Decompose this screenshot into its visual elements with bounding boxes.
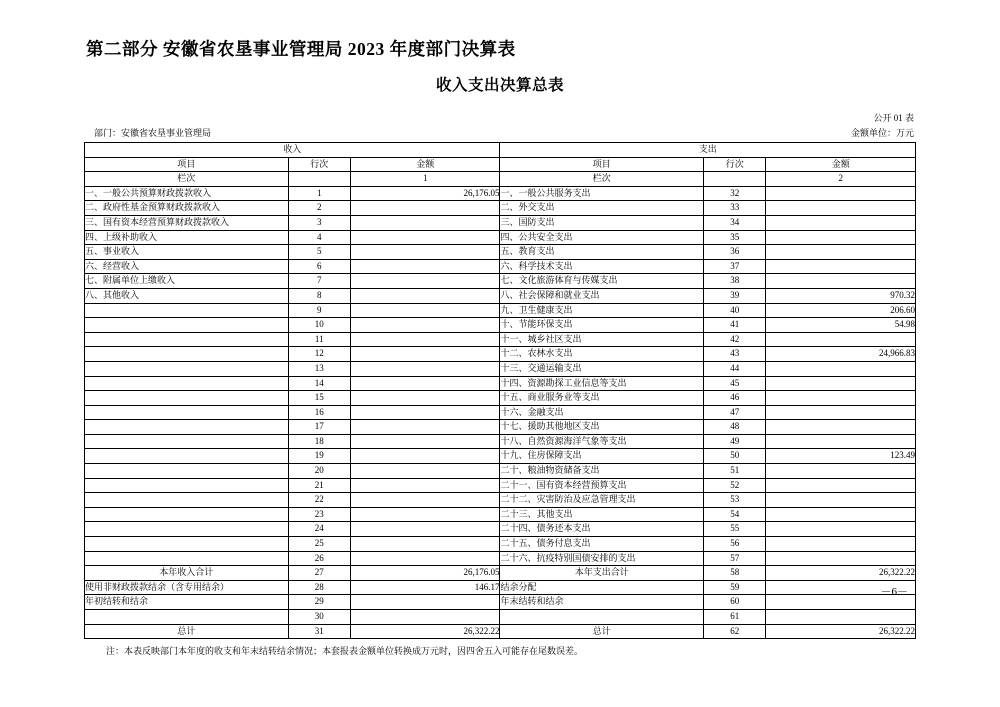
income-amount	[350, 201, 500, 216]
income-amount	[350, 332, 500, 347]
expenditure-item: 二十、粮油物资储备支出	[500, 464, 704, 479]
expenditure-amount: 970.32	[766, 288, 916, 303]
expenditure-row-no: 53	[704, 493, 766, 508]
income-summary-amount: 146.17	[350, 580, 500, 595]
income-row-no: 15	[288, 391, 350, 406]
income-item: 四、上级补助收入	[85, 230, 289, 245]
income-item	[85, 493, 289, 508]
expenditure-amount	[766, 522, 916, 537]
income-item: 八、其他收入	[85, 288, 289, 303]
expenditure-amount	[766, 391, 916, 406]
expenditure-item: 二十二、灾害防治及应急管理支出	[500, 493, 704, 508]
income-amount	[350, 361, 500, 376]
income-item	[85, 537, 289, 552]
expenditure-item: 九、卫生健康支出	[500, 303, 704, 318]
expenditure-amount	[766, 376, 916, 391]
expenditure-amount	[766, 507, 916, 522]
expenditure-row-no: 36	[704, 245, 766, 260]
column-index-label-income: 栏次	[85, 172, 289, 187]
table-row	[85, 420, 916, 435]
expenditure-amount	[766, 332, 916, 347]
table-row	[85, 493, 916, 508]
income-row-no: 16	[288, 405, 350, 420]
unit-note: 金额单位：万元	[850, 128, 914, 138]
expenditure-amount: 24,966.83	[766, 347, 916, 362]
table-summary-row	[85, 595, 916, 610]
public-code-line	[84, 111, 916, 124]
income-item	[85, 420, 289, 435]
expenditure-item: 七、文化旅游体育与传媒支出	[500, 274, 704, 289]
table-row	[85, 551, 916, 566]
expenditure-row-no: 37	[704, 259, 766, 274]
income-summary-item: 总计	[85, 624, 289, 639]
table-summary-row	[85, 580, 916, 595]
expenditure-summary-item: 本年支出合计	[500, 566, 704, 581]
table-row	[85, 215, 916, 230]
income-item	[85, 303, 289, 318]
table-row	[85, 361, 916, 376]
expenditure-row-no: 47	[704, 405, 766, 420]
income-item	[85, 434, 289, 449]
expenditure-item: 十二、农林水支出	[500, 347, 704, 362]
page-number: －6－	[880, 586, 908, 598]
expenditure-amount	[766, 551, 916, 566]
expenditure-row-no: 56	[704, 537, 766, 552]
income-summary-item: 年初结转和结余	[85, 595, 289, 610]
expenditure-amount	[766, 186, 916, 201]
income-row-no: 20	[288, 464, 350, 479]
group-header-expenditure: 支出	[500, 143, 916, 158]
expenditure-amount	[766, 201, 916, 216]
income-amount	[350, 537, 500, 552]
expenditure-item: 十三、交通运输支出	[500, 361, 704, 376]
expenditure-summary-amount	[766, 610, 916, 625]
income-row-no: 3	[288, 215, 350, 230]
table-summary-row	[85, 624, 916, 639]
meta-line	[84, 126, 916, 139]
income-item	[85, 507, 289, 522]
income-item	[85, 464, 289, 479]
expenditure-row-no: 44	[704, 361, 766, 376]
expenditure-amount	[766, 420, 916, 435]
income-amount	[350, 522, 500, 537]
expenditure-row-no: 57	[704, 551, 766, 566]
table-row	[85, 274, 916, 289]
income-item	[85, 522, 289, 537]
expenditure-item: 十五、商业服务业等支出	[500, 391, 704, 406]
table-row	[85, 288, 916, 303]
expenditure-item: 二、外交支出	[500, 201, 704, 216]
expenditure-summary-item: 总计	[500, 624, 704, 639]
expenditure-row-no: 40	[704, 303, 766, 318]
expenditure-amount	[766, 537, 916, 552]
expenditure-row-no: 49	[704, 434, 766, 449]
income-amount	[350, 274, 500, 289]
table-summary-row	[85, 610, 916, 625]
income-row-no: 19	[288, 449, 350, 464]
expenditure-item: 二十六、抗疫特别国债安排的支出	[500, 551, 704, 566]
table-row	[85, 478, 916, 493]
expenditure-row-no: 41	[704, 318, 766, 333]
income-row-no: 26	[288, 551, 350, 566]
expenditure-summary-item: 年末结转和结余	[500, 595, 704, 610]
table-row	[85, 332, 916, 347]
income-amount: 26,176.05	[350, 186, 500, 201]
income-amount	[350, 303, 500, 318]
income-row-no: 24	[288, 522, 350, 537]
expenditure-summary-row-no: 60	[704, 595, 766, 610]
income-item	[85, 405, 289, 420]
public-code: 公开 01 表	[873, 113, 914, 123]
expenditure-amount: 123.49	[766, 449, 916, 464]
column-index-expenditure-col: 2	[766, 172, 916, 187]
income-amount	[350, 245, 500, 260]
income-row-no: 8	[288, 288, 350, 303]
expenditure-summary-item: 结余分配	[500, 580, 704, 595]
expenditure-amount	[766, 215, 916, 230]
income-row-no: 9	[288, 303, 350, 318]
expenditure-item: 十一、城乡社区支出	[500, 332, 704, 347]
income-row-no: 25	[288, 537, 350, 552]
table-row	[85, 318, 916, 333]
expenditure-row-no: 43	[704, 347, 766, 362]
expenditure-item: 十、节能环保支出	[500, 318, 704, 333]
department-label: 部门：安徽省农垦事业管理局	[94, 128, 212, 138]
col-header-income-item: 项目	[85, 157, 289, 172]
expenditure-summary-row-no: 62	[704, 624, 766, 639]
income-amount	[350, 478, 500, 493]
expenditure-item: 二十一、国有资本经营预算支出	[500, 478, 704, 493]
income-row-no: 21	[288, 478, 350, 493]
income-row-no: 22	[288, 493, 350, 508]
expenditure-row-no: 32	[704, 186, 766, 201]
income-summary-item: 本年收入合计	[85, 566, 289, 581]
group-header-income: 收入	[85, 143, 500, 158]
expenditure-item: 十六、金融支出	[500, 405, 704, 420]
table-row	[85, 537, 916, 552]
expenditure-row-no: 52	[704, 478, 766, 493]
income-item: 七、附属单位上缴收入	[85, 274, 289, 289]
income-row-no: 4	[288, 230, 350, 245]
income-amount	[350, 464, 500, 479]
expenditure-row-no: 55	[704, 522, 766, 537]
income-row-no: 7	[288, 274, 350, 289]
income-item: 三、国有资本经营预算财政拨款收入	[85, 215, 289, 230]
income-row-no: 5	[288, 245, 350, 260]
table-summary-row	[85, 566, 916, 581]
table-row	[85, 230, 916, 245]
table-row	[85, 201, 916, 216]
income-amount	[350, 288, 500, 303]
table-row	[85, 347, 916, 362]
income-row-no: 11	[288, 332, 350, 347]
expenditure-row-no: 42	[704, 332, 766, 347]
income-row-no: 13	[288, 361, 350, 376]
income-summary-row-no: 29	[288, 595, 350, 610]
income-summary-amount	[350, 610, 500, 625]
income-summary-amount: 26,176.05	[350, 566, 500, 581]
expenditure-item: 十九、住房保障支出	[500, 449, 704, 464]
income-amount	[350, 259, 500, 274]
expenditure-row-no: 51	[704, 464, 766, 479]
expenditure-item: 十八、自然资源海洋气象等支出	[500, 434, 704, 449]
expenditure-item: 一、一般公共服务支出	[500, 186, 704, 201]
income-row-no: 17	[288, 420, 350, 435]
income-summary-amount	[350, 595, 500, 610]
income-amount	[350, 493, 500, 508]
expenditure-amount: 54.98	[766, 318, 916, 333]
income-item	[85, 376, 289, 391]
table-column-index-row	[85, 172, 916, 187]
col-header-expenditure-amount: 金额	[766, 157, 916, 172]
page-subtitle: 收入支出决算总表	[435, 77, 564, 94]
income-amount	[350, 405, 500, 420]
table-row	[85, 507, 916, 522]
page-title: 第二部分 安徽省农垦事业管理局 2023 年度部门决算表	[86, 39, 516, 59]
expenditure-amount	[766, 245, 916, 260]
income-amount	[350, 376, 500, 391]
income-item: 六、经营收入	[85, 259, 289, 274]
col-header-expenditure-row-no: 行次	[704, 157, 766, 172]
income-amount	[350, 449, 500, 464]
expenditure-item: 五、教育支出	[500, 245, 704, 260]
income-amount	[350, 420, 500, 435]
income-item	[85, 449, 289, 464]
income-row-no: 2	[288, 201, 350, 216]
expenditure-row-no: 46	[704, 391, 766, 406]
column-index-label-expenditure: 栏次	[500, 172, 704, 187]
expenditure-amount	[766, 478, 916, 493]
income-amount	[350, 347, 500, 362]
income-amount	[350, 434, 500, 449]
expenditure-row-no: 54	[704, 507, 766, 522]
income-row-no: 14	[288, 376, 350, 391]
expenditure-summary-row-no: 59	[704, 580, 766, 595]
income-item	[85, 391, 289, 406]
expenditure-item: 三、国防支出	[500, 215, 704, 230]
table-row	[85, 434, 916, 449]
income-summary-row-no: 30	[288, 610, 350, 625]
expenditure-item: 十七、援助其他地区支出	[500, 420, 704, 435]
expenditure-item: 十四、资源勘探工业信息等支出	[500, 376, 704, 391]
income-amount	[350, 551, 500, 566]
income-item	[85, 347, 289, 362]
income-row-no: 12	[288, 347, 350, 362]
income-row-no: 1	[288, 186, 350, 201]
expenditure-item: 六、科学技术支出	[500, 259, 704, 274]
budget-summary-table	[84, 142, 916, 639]
table-row	[85, 186, 916, 201]
expenditure-item: 二十五、债务付息支出	[500, 537, 704, 552]
income-summary-item	[85, 610, 289, 625]
income-summary-amount: 26,322.22	[350, 624, 500, 639]
table-row	[85, 464, 916, 479]
expenditure-row-no: 48	[704, 420, 766, 435]
income-summary-row-no: 28	[288, 580, 350, 595]
income-row-no: 18	[288, 434, 350, 449]
expenditure-row-no: 39	[704, 288, 766, 303]
expenditure-item: 二十三、其他支出	[500, 507, 704, 522]
income-summary-item: 使用非财政拨款结余（含专用结余）	[85, 580, 289, 595]
expenditure-amount	[766, 493, 916, 508]
expenditure-item: 二十四、债务还本支出	[500, 522, 704, 537]
income-item: 一、一般公共预算财政拨款收入	[85, 186, 289, 201]
expenditure-amount	[766, 464, 916, 479]
expenditure-row-no: 33	[704, 201, 766, 216]
income-row-no: 10	[288, 318, 350, 333]
table-row	[85, 245, 916, 260]
expenditure-amount	[766, 434, 916, 449]
expenditure-summary-amount: 26,322.22	[766, 624, 916, 639]
income-item: 二、政府性基金预算财政拨款收入	[85, 201, 289, 216]
table-row	[85, 405, 916, 420]
expenditure-row-no: 50	[704, 449, 766, 464]
income-amount	[350, 215, 500, 230]
expenditure-amount	[766, 405, 916, 420]
table-row	[85, 449, 916, 464]
income-amount	[350, 318, 500, 333]
expenditure-summary-row-no: 58	[704, 566, 766, 581]
table-row	[85, 259, 916, 274]
income-row-no: 23	[288, 507, 350, 522]
column-index-income-row	[288, 172, 350, 187]
table-row	[85, 376, 916, 391]
expenditure-item: 八、社会保障和就业支出	[500, 288, 704, 303]
income-amount	[350, 507, 500, 522]
col-header-income-amount: 金额	[350, 157, 500, 172]
expenditure-row-no: 34	[704, 215, 766, 230]
income-item	[85, 361, 289, 376]
expenditure-row-no: 38	[704, 274, 766, 289]
expenditure-amount	[766, 274, 916, 289]
expenditure-amount	[766, 361, 916, 376]
table-footnote: 注：本表反映部门本年度的收支和年末结转结余情况；本套报表金额单位转换成万元时，因四舍五入可能存在尾数误差。	[106, 646, 584, 657]
table-row	[85, 391, 916, 406]
income-item	[85, 551, 289, 566]
col-header-expenditure-item: 项目	[500, 157, 704, 172]
income-item: 五、事业收入	[85, 245, 289, 260]
expenditure-row-no: 35	[704, 230, 766, 245]
income-amount	[350, 391, 500, 406]
expenditure-row-no: 45	[704, 376, 766, 391]
column-index-income-col: 1	[350, 172, 500, 187]
table-column-header-row	[85, 157, 916, 172]
income-row-no: 6	[288, 259, 350, 274]
expenditure-item: 四、公共安全支出	[500, 230, 704, 245]
expenditure-amount: 206.60	[766, 303, 916, 318]
income-item	[85, 478, 289, 493]
table-group-header-row	[85, 143, 916, 158]
expenditure-summary-item	[500, 610, 704, 625]
col-header-income-row-no: 行次	[288, 157, 350, 172]
expenditure-amount	[766, 259, 916, 274]
expenditure-amount	[766, 230, 916, 245]
income-item	[85, 332, 289, 347]
income-summary-row-no: 27	[288, 566, 350, 581]
income-amount	[350, 230, 500, 245]
column-index-expenditure-row	[704, 172, 766, 187]
expenditure-summary-row-no: 61	[704, 610, 766, 625]
table-row	[85, 522, 916, 537]
expenditure-summary-amount: 26,322.22	[766, 566, 916, 581]
table-row	[85, 303, 916, 318]
income-item	[85, 318, 289, 333]
income-summary-row-no: 31	[288, 624, 350, 639]
